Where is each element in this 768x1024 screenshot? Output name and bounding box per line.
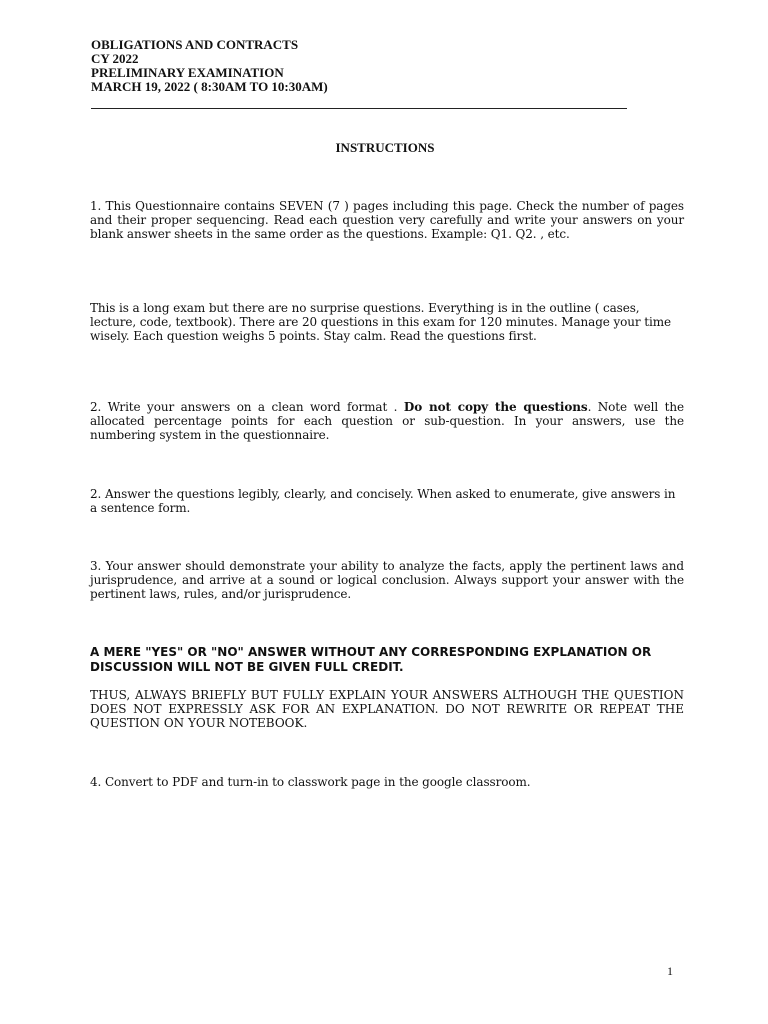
instruction-paragraph-2-answer: 2. Answer the questions legibly, clearly, and concisely. When asked to enumerate, give answers in a sentence form. xyxy=(90,487,676,515)
page-number: 1 xyxy=(667,964,673,978)
exam-type: PRELIMINARY EXAMINATION xyxy=(91,65,284,80)
do-not-copy-emphasis: Do not copy the questions xyxy=(403,400,588,414)
instruction-paragraph-long-exam: This is a long exam but there are no surprise questions. Everything is in the outline ( cases, lecture, code, textbook). There are 20 questions in this exam for 120 minutes. Manage your time wisely. Each question weighs 5 points. Stay calm. Read the questions first. xyxy=(90,301,672,343)
paragraph-2-text-start: 2. Write your answers on a clean word format . xyxy=(90,400,404,414)
course-year: CY 2022 xyxy=(91,51,139,66)
instruction-paragraph-3: 3. Your answer should demonstrate your ability to analyze the facts, apply the pertinent laws and jurisprudence, and arrive at a sound or logical conclusion. Always support your answer with the pertinent laws, rules, and/or jurisprudence. xyxy=(90,559,684,601)
exam-date-time: MARCH 19, 2022 ( 8:30AM TO 10:30AM) xyxy=(91,79,328,94)
instruction-paragraph-2-write xyxy=(90,400,684,442)
instruction-paragraph-1: 1. This Questionnaire contains SEVEN (7 ) pages including this page. Check the number of pages and their proper sequencing. Read each question very carefully and write your answers on your blank answer sheets in the same order as the questions. Example: Q1. Q2. , etc. xyxy=(90,199,684,241)
warning-notice: A MERE "YES" OR "NO" ANSWER WITHOUT ANY CORRESPONDING EXPLANATION OR DISCUSSION WILL NOT BE GIVEN FULL CREDIT. xyxy=(90,645,652,674)
instruction-paragraph-4: 4. Convert to PDF and turn-in to classwork page in the google classroom. xyxy=(90,775,531,789)
instructions-heading: INSTRUCTIONS xyxy=(335,140,435,155)
exam-header xyxy=(91,38,328,94)
header-divider xyxy=(91,108,627,109)
explain-notice: THUS, ALWAYS BRIEFLY BUT FULLY EXPLAIN YOUR ANSWERS ALTHOUGH THE QUESTION DOES NOT EXPRESSLY ASK FOR AN EXPLANATION. DO NOT REWRITE OR REPEAT THE QUESTION ON YOUR NOTEBOOK. xyxy=(90,688,684,730)
course-title: OBLIGATIONS AND CONTRACTS xyxy=(91,37,299,52)
paragraph-2-text-end: . Note well the allocated percentage points for each question or sub-question. In your answers, use the numbering system in the questionnaire. xyxy=(90,400,685,442)
